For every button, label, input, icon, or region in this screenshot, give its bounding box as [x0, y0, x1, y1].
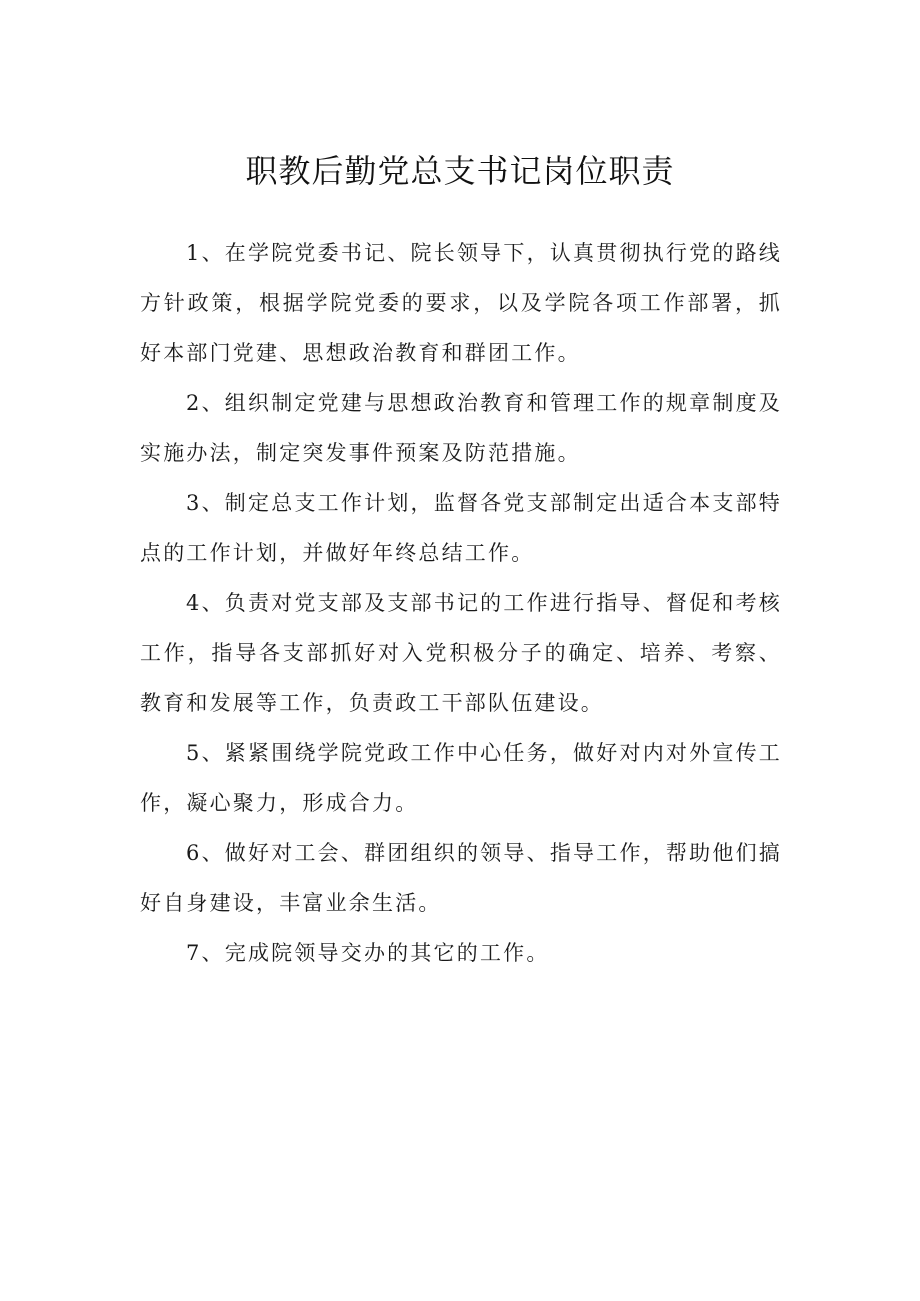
duty-item-5: 5、紧紧围绕学院党政工作中心任务，做好对内对外宣传工作，凝心聚力，形成合力。	[140, 741, 782, 815]
duty-item-2: 2、组织制定党建与思想政治教育和管理工作的规章制度及实施办法，制定突发事件预案及防范措施。	[140, 391, 782, 465]
duty-item-4: 4、负责对党支部及支部书记的工作进行指导、督促和考核工作，指导各支部抓好对入党积极分子的确定、培养、考察、教育和发展等工作，负责政工干部队伍建设。	[140, 591, 782, 715]
duty-item-7: 7、完成院领导交办的其它的工作。	[186, 941, 550, 965]
duty-item-1: 1、在学院党委书记、院长领导下，认真贯彻执行党的路线方针政策，根据学院党委的要求，以及学院各项工作部署，抓好本部门党建、思想政治教育和群团工作。	[140, 241, 782, 365]
duty-item-3: 3、制定总支工作计划，监督各党支部制定出适合本支部特点的工作计划，并做好年终总结工作。	[140, 491, 782, 565]
duty-item-6: 6、做好对工会、群团组织的领导、指导工作，帮助他们搞好自身建设，丰富业余生活。	[140, 841, 782, 915]
document-body	[140, 228, 782, 978]
document-title: 职教后勤党总支书记岗位职责	[245, 152, 675, 190]
